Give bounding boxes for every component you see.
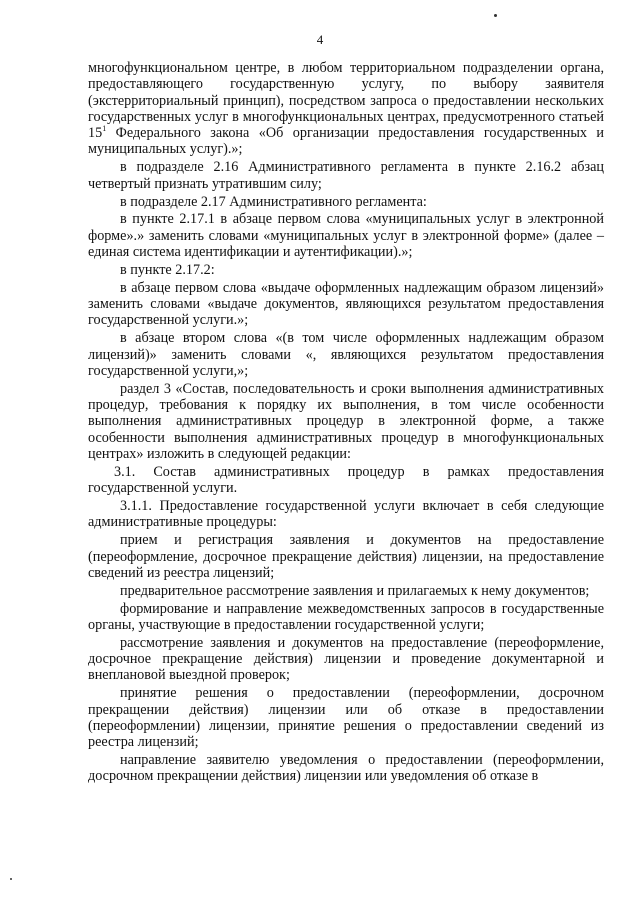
paragraph-text-tail: Федерального закона «Об организации предоставления государственных и муниципальных услуг).»;: [88, 125, 604, 158]
scan-speck: [494, 14, 497, 17]
paragraph: в подразделе 2.17 Административного регламента:: [120, 193, 427, 210]
paragraph: в абзаце втором слова «(в том числе оформленных надлежащим образом лицензий)» заменить словами «, являющихся результатом предоставления государственной услуги,»;: [88, 330, 604, 379]
paragraph: 3.1. Состав административных процедур в рамках предоставления государственной услуги.: [88, 463, 604, 497]
paragraph: принятие решения о предоставлении (переоформлении, досрочном прекращении действия) лицензии или об отказе в предоставлении (переоформлении) лицензии, принятие решения о предоставлении сведений из реестра лицензий;: [88, 685, 604, 751]
document-body: [88, 60, 604, 786]
paragraph: в подразделе 2.16 Административного регламента в пункте 2.16.2 абзац четвертый признать утратившим силу;: [88, 159, 604, 192]
scan-speck: [10, 878, 12, 880]
paragraph: [88, 60, 604, 158]
paragraph: формирование и направление межведомственных запросов в государственные органы, участвующие в предоставлении государственной услуги;: [88, 600, 604, 633]
paragraph: предварительное рассмотрение заявления и прилагаемых к нему документов;: [120, 582, 590, 599]
page-number: 4: [316, 32, 324, 47]
paragraph: прием и регистрация заявления и документов на предоставление (переоформление, досрочное прекращение действия) лицензии, на предоставление сведений из реестра лицензий;: [88, 532, 604, 581]
paragraph: 3.1.1. Предоставление государственной услуги включает в себя следующие административные процедуры:: [88, 498, 604, 531]
paragraph: в пункте 2.17.1 в абзаце первом слова «муниципальных услуг в электронной форме».» заменить словами «муниципальных услуг в электронной форме» (далее – единая система идентификации и аутентификации).»;: [88, 211, 604, 261]
paragraph: направление заявителю уведомления о предоставлении (переоформлении, досрочном прекращении действия) лицензии или уведомления об отказе в: [88, 752, 604, 785]
paragraph: в пункте 2.17.2:: [120, 261, 215, 278]
paragraph: в абзаце первом слова «выдаче оформленных надлежащим образом лицензий» заменить словами «выдаче документов, являющихся результатом предоставления государственной услуги.»;: [88, 279, 604, 329]
paragraph: рассмотрение заявления и документов на предоставление (переоформление, досрочное прекращение действия) лицензии и проведение документарной и внеплановой выездной проверок;: [88, 634, 604, 684]
paragraph: раздел 3 «Состав, последовательность и сроки выполнения административных процедур, требования к порядку их выполнения, в том числе особенности выполнения административных процедур в электронной форме, а также особенности выполнения административных процедур в многофункциональных центрах» изложить в следующей редакции:: [88, 380, 604, 462]
paragraph-text: многофункциональном центре, в любом территориальном подразделении органа, предоставляющего государственную услугу, по выбору заявителя (экстерриториальный принцип), посредством запроса о предоставлении нескольких государственных услуг в многофункциональных центрах, предусмотренного статьей 15: [88, 60, 604, 142]
superscript: 1: [102, 124, 107, 134]
